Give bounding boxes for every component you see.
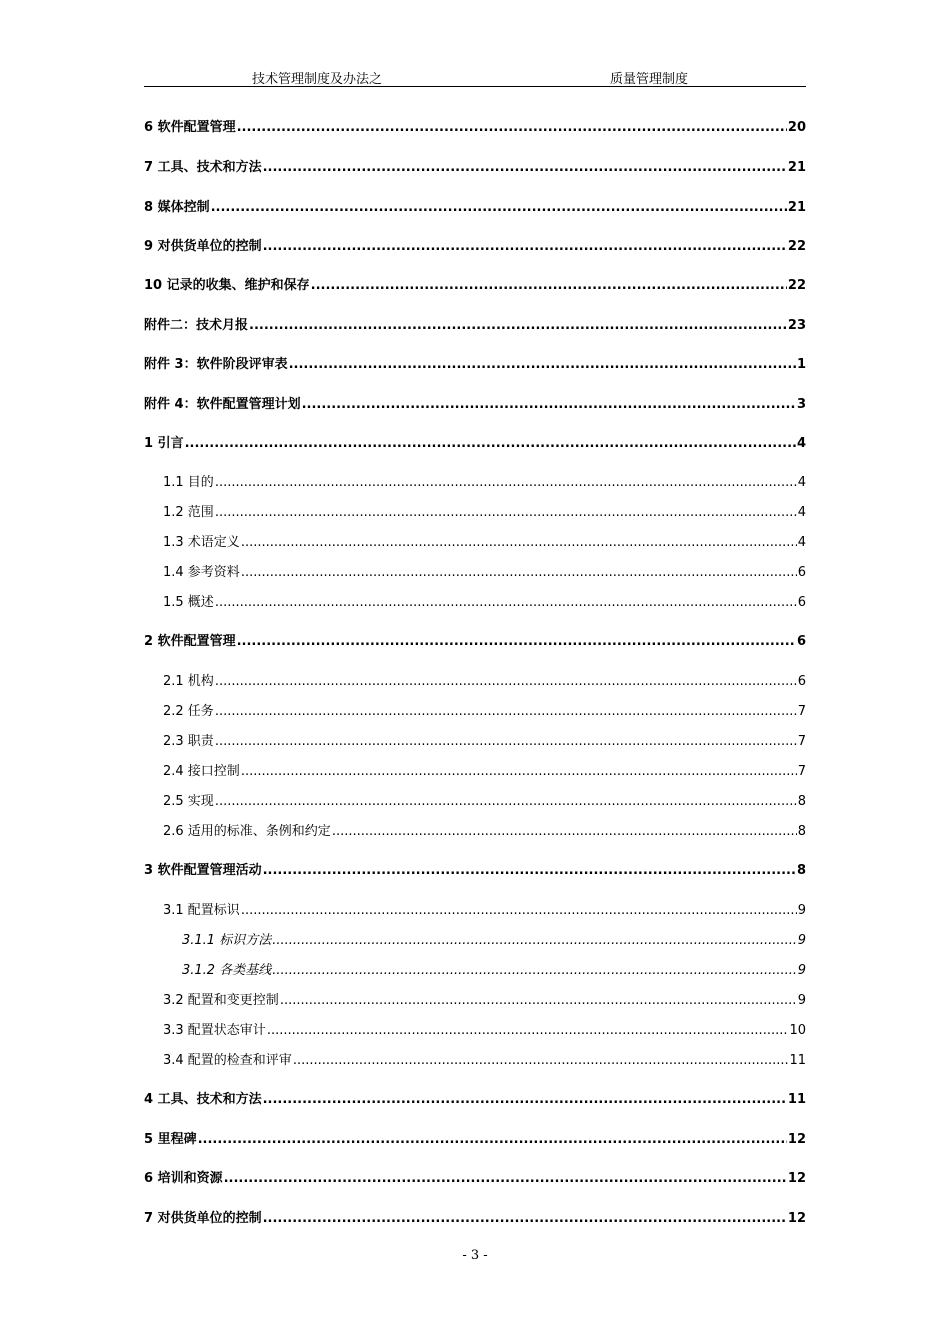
toc-dot-leader: [302, 397, 796, 412]
toc-dot-leader: [224, 1171, 787, 1186]
toc-entry[interactable]: [163, 989, 806, 1008]
toc-entry-title: 2.3 职责: [163, 734, 214, 749]
toc-entry-title: 7 工具、技术和方法: [144, 160, 262, 175]
toc-entry-title: 3 软件配置管理活动: [144, 863, 262, 878]
toc-entry[interactable]: [144, 1207, 806, 1226]
toc-entry-title: 3.3 配置状态审计: [163, 1023, 266, 1038]
toc-entry-title: 3.2 配置和变更控制: [163, 993, 279, 1008]
toc-entry[interactable]: [182, 959, 806, 978]
toc-entry-title: 3.1.2 各类基线: [182, 963, 272, 978]
toc-entry-page: 4: [797, 535, 806, 550]
toc-entry[interactable]: [144, 196, 806, 215]
toc-entry[interactable]: [144, 156, 806, 175]
toc-entry-page: 11: [787, 1092, 806, 1107]
toc-dot-leader: [237, 634, 796, 649]
toc-dot-leader: [311, 278, 787, 293]
toc-dot-leader: [215, 595, 797, 610]
toc-dot-leader: [215, 674, 797, 689]
toc-entry-title: 1.1 目的: [163, 475, 214, 490]
toc-dot-leader: [263, 1092, 787, 1107]
toc-entry[interactable]: [163, 1049, 806, 1068]
toc-dot-leader: [241, 565, 797, 580]
toc-dot-leader: [241, 903, 797, 918]
toc-entry-title: 附件 4：软件配置管理计划: [144, 397, 301, 412]
toc-dot-leader: [241, 535, 797, 550]
toc-entry-title: 6 培训和资源: [144, 1171, 223, 1186]
toc-dot-leader: [241, 764, 797, 779]
toc-entry[interactable]: [163, 591, 806, 610]
toc-entry[interactable]: [182, 929, 806, 948]
toc-entry[interactable]: [163, 1019, 806, 1038]
toc-entry-page: 22: [787, 239, 806, 254]
toc-entry[interactable]: [163, 820, 806, 839]
toc-entry-title: 3.4 配置的检查和评审: [163, 1053, 292, 1068]
toc-entry[interactable]: [163, 561, 806, 580]
toc-entry[interactable]: [144, 116, 806, 135]
toc-entry-page: 6: [796, 634, 806, 649]
toc-entry-page: 6: [797, 595, 806, 610]
toc-entry[interactable]: [144, 432, 806, 451]
toc-entry-title: 6 软件配置管理: [144, 120, 236, 135]
toc-entry[interactable]: [144, 1128, 806, 1147]
toc-dot-leader: [215, 794, 797, 809]
toc-entry-title: 4 工具、技术和方法: [144, 1092, 262, 1107]
toc-entry-title: 1.2 范围: [163, 505, 214, 520]
toc-dot-leader: [272, 963, 797, 978]
toc-entry[interactable]: [163, 670, 806, 689]
header-right-title: 质量管理制度: [610, 72, 689, 87]
toc-entry-page: 7: [797, 764, 806, 779]
toc-entry-page: 9: [797, 903, 806, 918]
toc-entry[interactable]: [144, 1088, 806, 1107]
toc-entry-title: 5 里程碑: [144, 1132, 197, 1147]
toc-dot-leader: [263, 160, 787, 175]
toc-entry[interactable]: [144, 274, 806, 293]
page-number: - 3 -: [462, 1248, 488, 1263]
toc-entry[interactable]: [163, 760, 806, 779]
toc-dot-leader: [215, 505, 797, 520]
toc-entry-title: 1.5 概述: [163, 595, 214, 610]
toc-dot-leader: [185, 436, 796, 451]
toc-entry-page: 6: [797, 565, 806, 580]
toc-entry[interactable]: [144, 235, 806, 254]
toc-entry-page: 22: [787, 278, 806, 293]
toc-entry-page: 7: [797, 734, 806, 749]
toc-entry-title: 8 媒体控制: [144, 200, 210, 215]
toc-entry-page: 23: [787, 318, 806, 333]
header-left-title: 技术管理制度及办法之: [252, 72, 383, 87]
toc-entry[interactable]: [144, 393, 806, 412]
toc-entry-title: 2.1 机构: [163, 674, 214, 689]
toc-entry-title: 10 记录的收集、维护和保存: [144, 278, 310, 293]
toc-entry-title: 1 引言: [144, 436, 184, 451]
toc-entry[interactable]: [163, 899, 806, 918]
toc-entry-title: 附件二：技术月报: [144, 318, 249, 333]
toc-entry[interactable]: [163, 730, 806, 749]
toc-entry-page: 8: [796, 863, 806, 878]
toc-entry[interactable]: [144, 630, 806, 649]
toc-dot-leader: [280, 993, 797, 1008]
toc-entry-page: 21: [787, 200, 806, 215]
toc-entry-page: 8: [797, 794, 806, 809]
toc-entry-title: 9 对供货单位的控制: [144, 239, 262, 254]
toc-entry[interactable]: [144, 859, 806, 878]
toc-dot-leader: [215, 475, 797, 490]
toc-entry[interactable]: [144, 353, 806, 372]
toc-entry-page: 7: [797, 704, 806, 719]
toc-entry[interactable]: [163, 700, 806, 719]
toc-dot-leader: [237, 120, 787, 135]
toc-entry-page: 12: [787, 1211, 806, 1226]
toc-dot-leader: [272, 933, 797, 948]
toc-dot-leader: [289, 357, 796, 372]
toc-entry-title: 2.6 适用的标准、条例和约定: [163, 824, 331, 839]
toc-entry[interactable]: [163, 501, 806, 520]
toc-entry-title: 2.5 实现: [163, 794, 214, 809]
toc-entry-title: 3.1 配置标识: [163, 903, 240, 918]
toc-entry-title: 附件 3：软件阶段评审表: [144, 357, 288, 372]
toc-dot-leader: [215, 734, 797, 749]
toc-entry[interactable]: [163, 471, 806, 490]
toc-entry-page: 9: [797, 993, 806, 1008]
toc-dot-leader: [215, 704, 797, 719]
toc-dot-leader: [263, 1211, 787, 1226]
toc-entry-page: 8: [797, 824, 806, 839]
toc-entry-page: 11: [789, 1053, 806, 1068]
toc-entry-title: 3.1.1 标识方法: [182, 933, 272, 948]
toc-entry-page: 4: [797, 505, 806, 520]
toc-entry-page: 9: [797, 933, 806, 948]
toc-dot-leader: [211, 200, 787, 215]
toc-entry-title: 7 对供货单位的控制: [144, 1211, 262, 1226]
toc-entry-title: 1.3 术语定义: [163, 535, 240, 550]
toc-entry-page: 6: [797, 674, 806, 689]
toc-entry-title: 2.4 接口控制: [163, 764, 240, 779]
toc-dot-leader: [263, 863, 796, 878]
page-header: [144, 66, 806, 87]
toc-entry[interactable]: [163, 531, 806, 550]
toc-dot-leader: [249, 318, 787, 333]
toc-entry-page: 4: [797, 475, 806, 490]
toc-dot-leader: [332, 824, 797, 839]
toc-entry-page: 10: [789, 1023, 806, 1038]
toc-dot-leader: [293, 1053, 789, 1068]
toc-entry-page: 12: [787, 1171, 806, 1186]
toc-dot-leader: [263, 239, 787, 254]
toc-entry-page: 9: [797, 963, 806, 978]
toc-entry-title: 2 软件配置管理: [144, 634, 236, 649]
toc-entry-page: 1: [796, 357, 806, 372]
toc-entry[interactable]: [144, 1167, 806, 1186]
toc-entry-title: 2.2 任务: [163, 704, 214, 719]
toc-dot-leader: [267, 1023, 789, 1038]
toc-entry-page: 4: [796, 436, 806, 451]
toc-entry[interactable]: [163, 790, 806, 809]
toc-entry-page: 3: [796, 397, 806, 412]
toc-entry-page: 21: [787, 160, 806, 175]
toc-dot-leader: [198, 1132, 787, 1147]
toc-entry[interactable]: [144, 314, 806, 333]
toc-entry-page: 12: [787, 1132, 806, 1147]
toc-entry-page: 20: [787, 120, 806, 135]
toc-entry-title: 1.4 参考资料: [163, 565, 240, 580]
